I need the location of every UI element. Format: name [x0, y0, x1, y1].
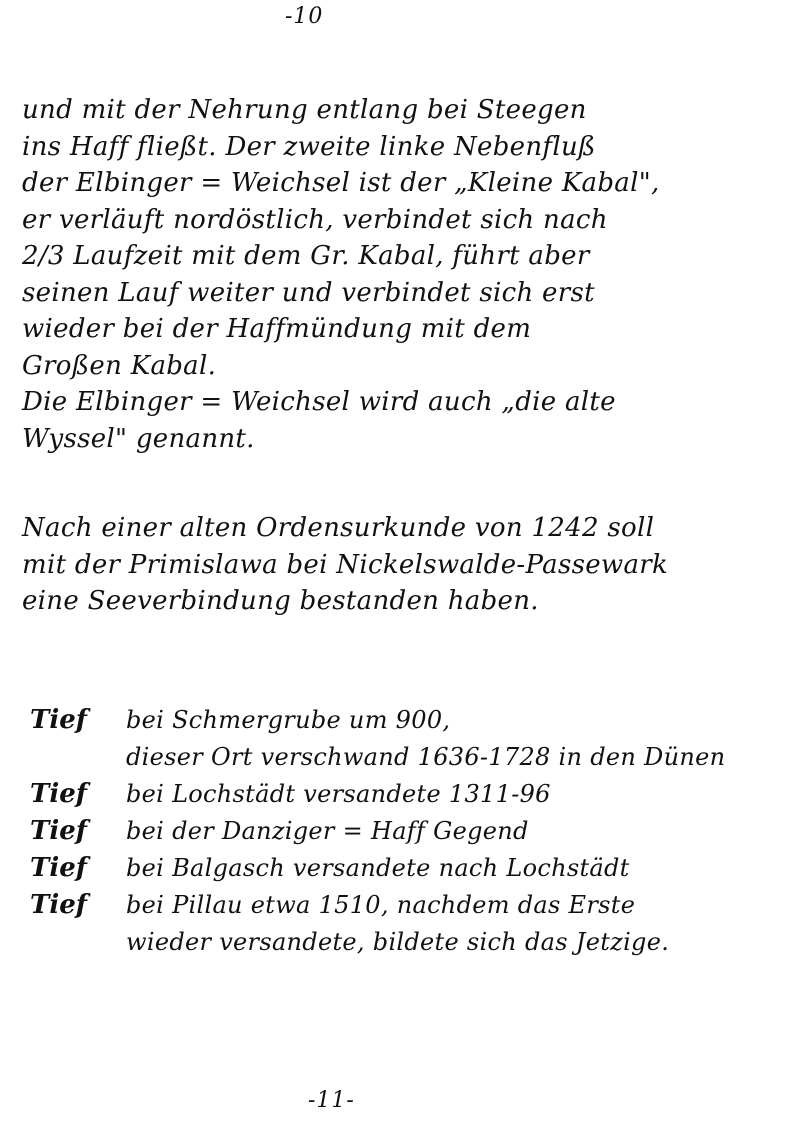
text-line: wieder bei der Haffmündung mit dem: [22, 314, 532, 344]
tief-entry: [30, 702, 730, 776]
tief-text: [126, 850, 730, 887]
text-line: bei Balgasch versandete nach Lochstädt: [126, 854, 630, 882]
paragraph-ordensurkunde: [22, 510, 752, 620]
text-line: ins Haff fließt. Der zweite linke Nebenfluß: [22, 131, 596, 162]
tief-entry: [30, 813, 730, 850]
text-line: 2/3 Laufzeit mit dem Gr. Kabal, führt aber: [22, 241, 590, 271]
tief-entry: [30, 850, 730, 887]
page-number-top: -10: [285, 4, 324, 29]
text-line: bei Schmergrube um 900,: [126, 706, 451, 734]
tief-entry: [30, 887, 730, 961]
text-line: mit der Primislawa bei Nickelswalde-Passewark: [22, 549, 669, 580]
text-line: bei Lochstädt versandete 1311-96: [126, 780, 551, 808]
tief-list: [30, 702, 730, 961]
text-line: bei der Danziger = Haff Gegend: [126, 817, 529, 845]
tief-label: Tief: [30, 816, 87, 846]
page-number-bottom: -11-: [308, 1088, 355, 1113]
text-line: wieder versandete, bildete sich das Jetzige.: [126, 928, 670, 956]
tief-text: [126, 813, 730, 850]
tief-label: Tief: [30, 853, 87, 883]
text-line: Die Elbinger = Weichsel wird auch „die alte: [22, 387, 616, 417]
text-line: bei Pillau etwa 1510, nachdem das Erste: [126, 891, 636, 919]
paragraph-rivers: [22, 92, 752, 457]
tief-text: [126, 887, 730, 961]
tief-label: Tief: [30, 705, 87, 735]
tief-label: Tief: [30, 890, 87, 920]
text-line: eine Seeverbindung bestanden haben.: [22, 586, 539, 616]
tief-entry: [30, 776, 730, 813]
text-line: Großen Kabal.: [22, 350, 217, 381]
text-line: seinen Lauf weiter und verbindet sich erst: [22, 277, 595, 308]
text-line: Wyssel" genannt.: [22, 423, 255, 454]
text-line: dieser Ort verschwand 1636-1728 in den Dünen: [126, 743, 726, 771]
text-line: er verläuft nordöstlich, verbindet sich nach: [22, 204, 608, 235]
text-line: und mit der Nehrung entlang bei Steegen: [22, 95, 587, 125]
tief-label: Tief: [30, 779, 87, 809]
text-line: der Elbinger = Weichsel ist der „Kleine Kabal",: [22, 168, 660, 198]
tief-text: [126, 702, 730, 776]
text-line: Nach einer alten Ordensurkunde von 1242 soll: [22, 513, 655, 543]
tief-text: [126, 776, 730, 813]
